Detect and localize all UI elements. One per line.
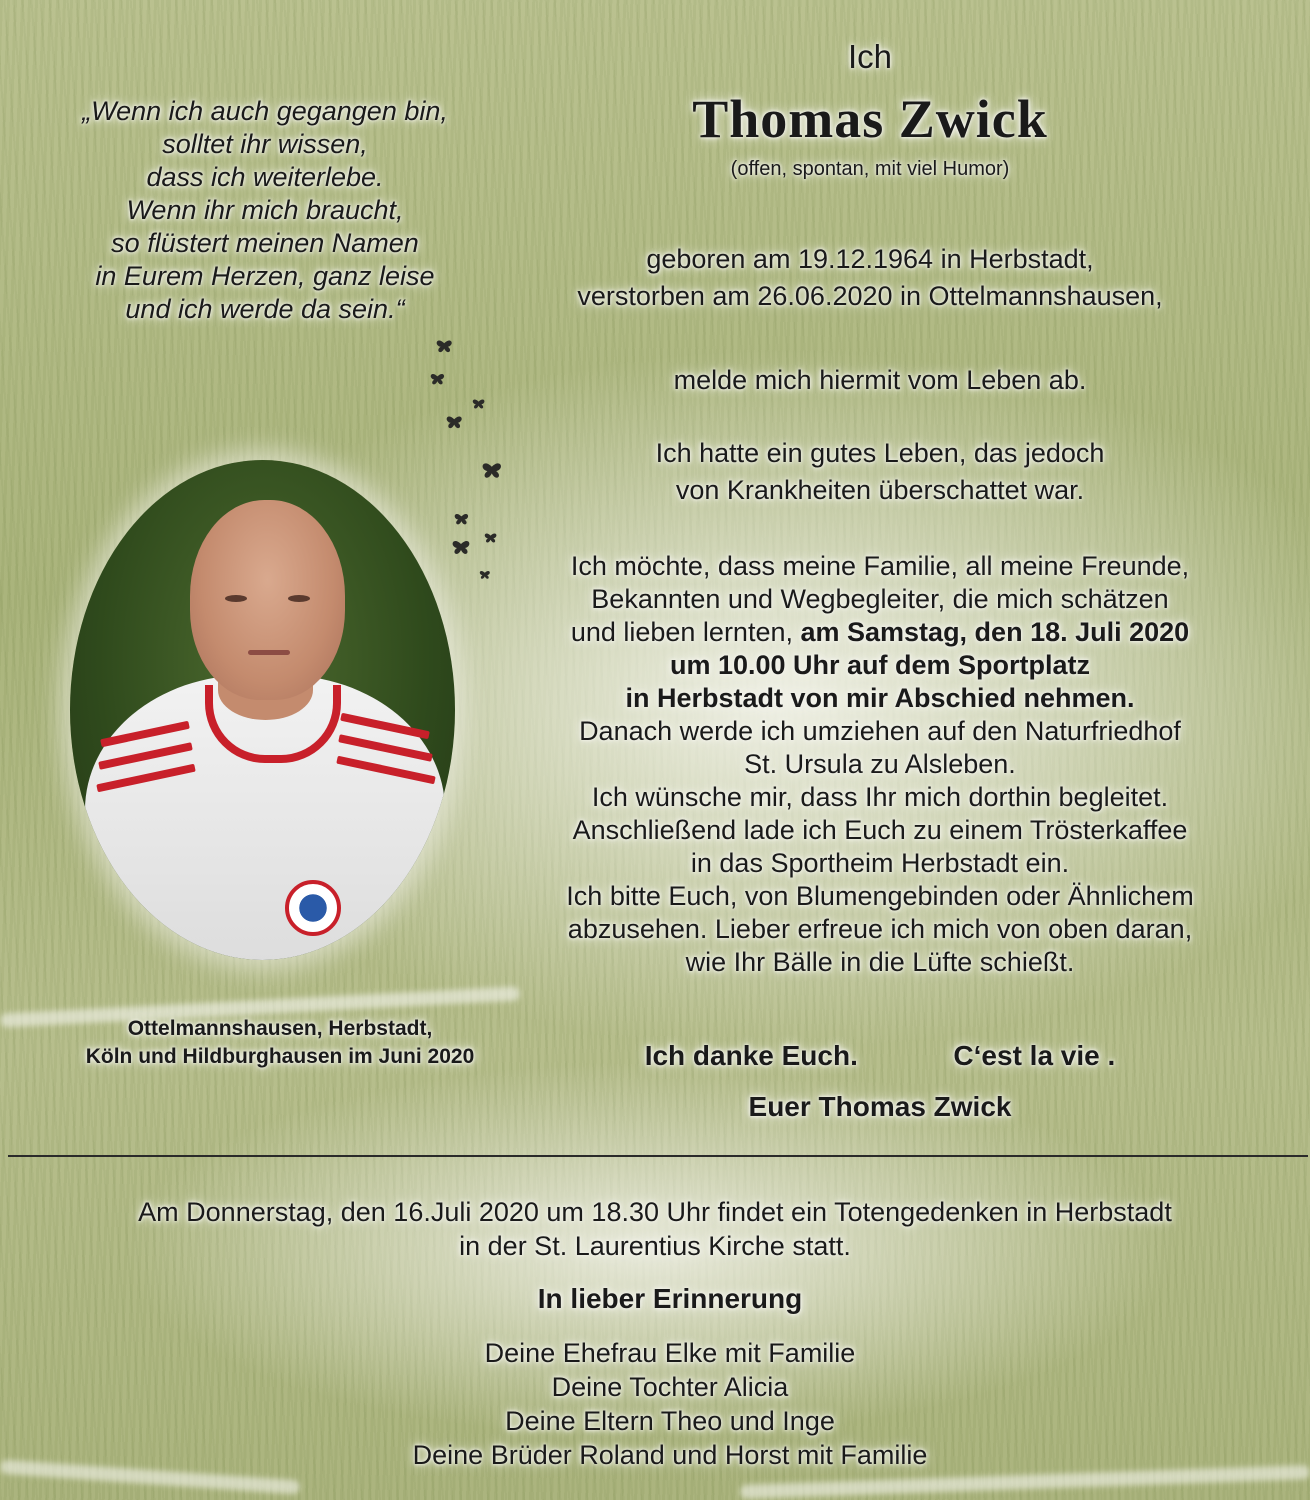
section-divider — [8, 1155, 1308, 1157]
photo-caption — [25, 1015, 535, 1071]
quote-line: dass ich weiterlebe. — [146, 162, 384, 192]
closing-line — [580, 1040, 1180, 1072]
message-line — [465, 616, 1295, 649]
message-line: Anschließend lade ich Euch zu einem Trösterkaffee — [572, 815, 1188, 845]
quote-line: Wenn ihr mich braucht, — [126, 195, 404, 225]
memorial-line: Am Donnerstag, den 16.Juli 2020 um 18.30 Uhr findet ein Totengedenken in Herbstadt — [138, 1197, 1172, 1227]
mourner-entry: Deine Brüder Roland und Horst mit Familie — [412, 1440, 928, 1470]
message-text: und lieben lernten, — [570, 617, 801, 647]
butterfly-icon — [447, 416, 462, 428]
quote-poem — [30, 95, 500, 326]
character-traits: (offen, spontan, mit viel Humor) — [730, 158, 1010, 180]
mourner-entry: Deine Ehefrau Elke mit Familie — [484, 1338, 856, 1368]
quote-line: so flüstert meinen Namen — [111, 228, 419, 258]
eye — [288, 595, 310, 602]
caption-line: Köln und Hildburghausen im Juni 2020 — [85, 1045, 475, 1068]
message-line — [465, 649, 1295, 682]
message-line: Ich wünsche mir, dass Ihr mich dorthin begleitet. — [591, 782, 1169, 812]
mourner-entry: Deine Eltern Theo und Inge — [505, 1406, 835, 1436]
message-line: Danach werde ich umziehen auf den Naturfriedhof — [579, 716, 1181, 746]
cest-la-vie-text: C‘est la vie . — [953, 1040, 1116, 1071]
funeral-time-place: um 10.00 Uhr auf dem Sportplatz — [669, 650, 1091, 680]
memorial-line: in der St. Laurentius Kirche statt. — [459, 1231, 851, 1261]
quote-line: in Eurem Herzen, ganz leise — [95, 261, 435, 291]
butterfly-icon — [453, 541, 470, 554]
message-line — [465, 682, 1295, 715]
message-line: abzusehen. Lieber erfreue ich mich von oben daran, — [567, 914, 1193, 944]
signature: Euer Thomas Zwick — [748, 1091, 1012, 1122]
butterfly-icon — [485, 533, 497, 542]
butterflies-decoration — [425, 330, 515, 600]
message-line: St. Ursula zu Alsleben. — [744, 749, 1016, 779]
caption-line: Ottelmannshausen, Herbstadt, — [127, 1017, 433, 1040]
death-line: verstorben am 26.06.2020 in Ottelmannshausen, — [577, 281, 1163, 311]
memorial-service-notice — [20, 1195, 1290, 1263]
farewell-message — [465, 550, 1295, 979]
butterfly-icon — [480, 571, 490, 579]
message-line: in das Sportheim Herbstadt ein. — [690, 848, 1070, 878]
funeral-location: in Herbstadt von mir Abschied nehmen. — [625, 683, 1135, 713]
butterfly-icon — [483, 463, 501, 477]
quote-line: „Wenn ich auch gegangen bin, — [82, 96, 448, 126]
life-line: von Krankheiten überschattet war. — [675, 475, 1085, 505]
butterfly-icon — [455, 514, 468, 524]
quote-line: und ich werde da sein.“ — [125, 294, 405, 324]
quote-line: solltet ihr wissen, — [162, 129, 368, 159]
message-line: wie Ihr Bälle in die Lüfte schießt. — [685, 947, 1075, 977]
butterfly-icon — [473, 399, 485, 408]
funeral-date: am Samstag, den 18. Juli 2020 — [800, 617, 1190, 647]
mourner-entry: Deine Tochter Alicia — [551, 1372, 789, 1402]
butterfly-icon — [431, 374, 444, 384]
mouth — [248, 650, 290, 655]
farewell-line: melde mich hiermit vom Leben ab. — [673, 365, 1087, 395]
deceased-name: Thomas Zwick — [692, 89, 1048, 149]
field-line — [0, 1460, 300, 1495]
message-line: Bekannten und Wegbegleiter, die mich schätzen — [591, 584, 1169, 614]
life-line: Ich hatte ein gutes Leben, das jedoch — [655, 438, 1105, 468]
butterfly-icon — [437, 340, 452, 352]
face — [190, 500, 345, 700]
life-statement — [480, 435, 1280, 509]
remembrance-heading: In lieber Erinnerung — [537, 1283, 803, 1314]
message-line: Ich möchte, dass meine Familie, all meine Freunde, — [570, 551, 1190, 581]
birth-line: geboren am 19.12.1964 in Herbstadt, — [646, 244, 1094, 274]
life-dates — [470, 241, 1270, 315]
portrait-photo — [70, 460, 455, 960]
thanks-text: Ich danke Euch. — [644, 1040, 858, 1071]
club-badge — [285, 880, 341, 936]
mourners-list — [320, 1336, 1020, 1472]
intro-word: Ich — [847, 38, 893, 75]
message-line: Ich bitte Euch, von Blumengebinden oder Ähnlichem — [566, 881, 1194, 911]
eye — [225, 595, 247, 602]
